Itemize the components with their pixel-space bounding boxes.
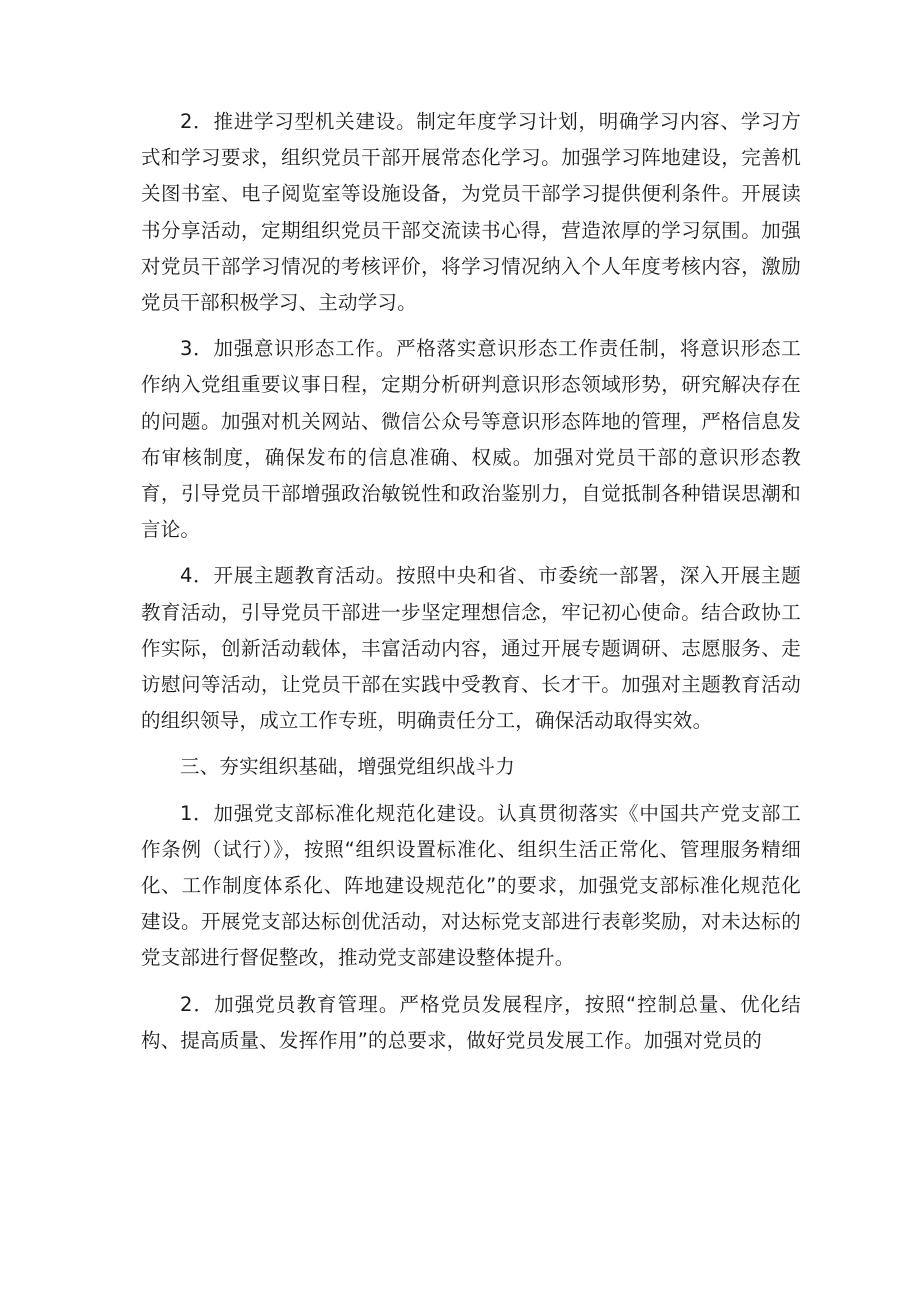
paragraph-4-theme-education: 4．开展主题教育活动。按照中央和省、市委统一部署，深入开展主题教育活动，引导党员干部进一步坚定理想信念，牢记初心使命。结合政协工作实际，创新活动载体，丰富活动内容，通过开展专题调研、志愿服务、走访慰问等活动，让党员干部在实践中受教育、长才干。加强对主题教育活动的组织领导，成立工作专班，明确责任分工，确保活动取得实效。 (141, 564, 801, 733)
paragraph-2-learning-organization: 2．推进学习型机关建设。制定年度学习计划，明确学习内容、学习方式和学习要求，组织党员干部开展常态化学习。加强学习阵地建设，完善机关图书室、电子阅览室等设施设备，为党员干部学习提供便利条件。开展读书分享活动，定期组织党员干部交流读书心得，营造浓厚的学习氛围。加强对党员干部学习情况的考核评价，将学习情况纳入个人年度考核内容，激励党员干部积极学习、主动学习。 (141, 110, 801, 315)
paragraph-2-member-management: 2．加强党员教育管理。严格党员发展程序，按照“控制总量、优化结构、提高质量、发挥作用”的总要求，做好党员发展工作。加强对党员的 (141, 992, 801, 1052)
paragraph-1-branch-standardization: 1．加强党支部标准化规范化建设。认真贯彻落实《中国共产党支部工作条例（试行）》，按照“组织设置标准化、组织生活正常化、管理服务精细化、工作制度体系化、阵地建设规范化”的要求，加强党支部标准化规范化建设。开展党支部达标创优活动，对达标党支部进行表彰奖励，对未达标的党支部进行督促整改，推动党支部建设整体提升。 (141, 801, 801, 970)
paragraph-3-ideology-work: 3．加强意识形态工作。严格落实意识形态工作责任制，将意识形态工作纳入党组重要议事日程，定期分析研判意识形态领域形势，研究解决存在的问题。加强对机关网站、微信公众号等意识形态阵地的管理，严格信息发布审核制度，确保发布的信息准确、权威。加强对党员干部的意识形态教育，引导党员干部增强政治敏锐性和政治鉴别力，自觉抵制各种错误思潮和言论。 (141, 337, 801, 542)
document-page (141, 104, 801, 1069)
section-heading: 三、夯实组织基础，增强党组织战斗力 (180, 755, 515, 779)
